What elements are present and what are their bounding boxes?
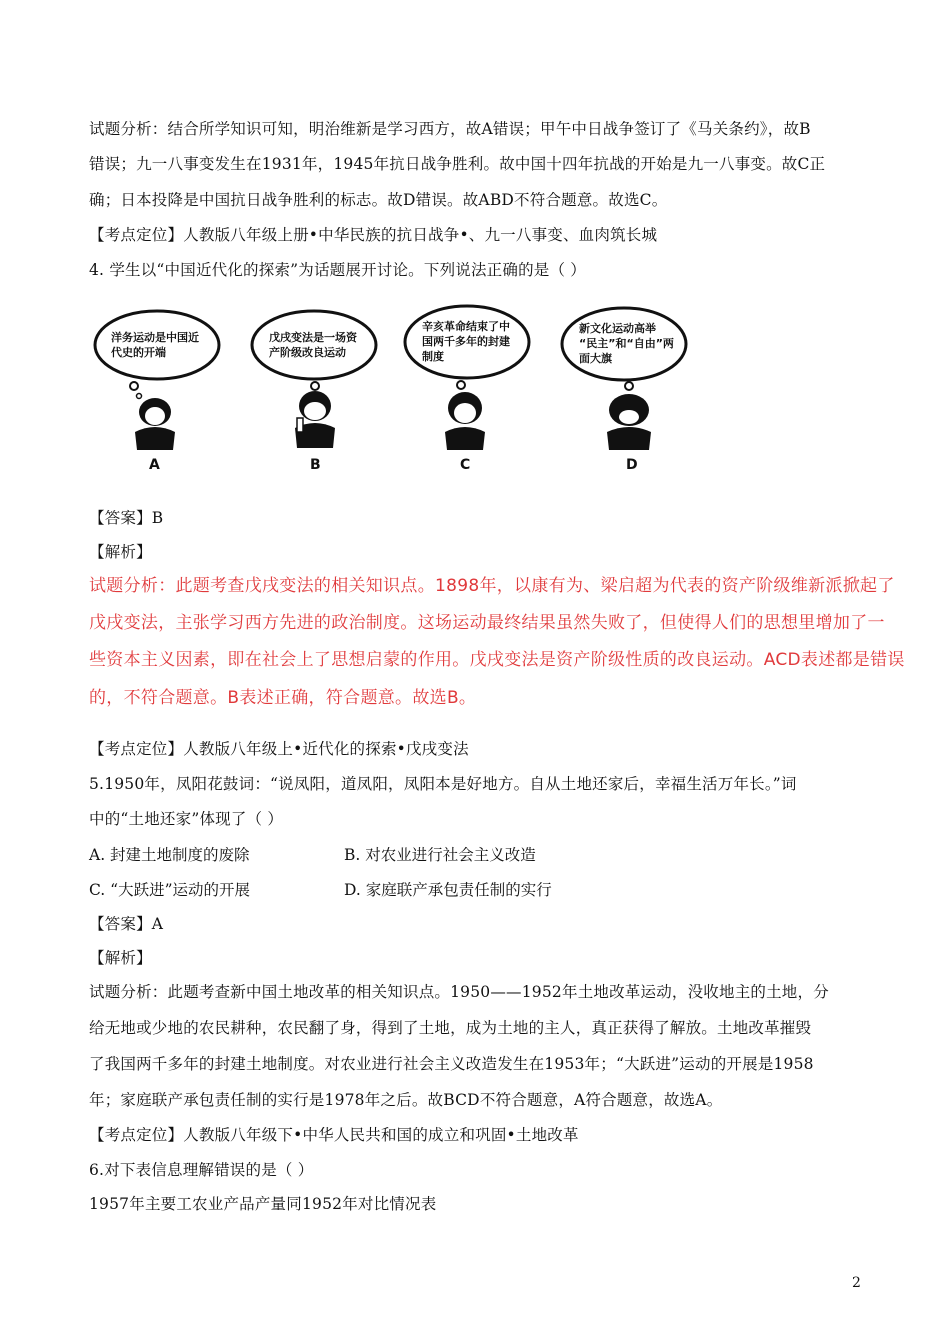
q6-question: 6.对下表信息理解错误的是（ ） xyxy=(89,1161,314,1179)
caption-d: D xyxy=(626,457,638,473)
q3-analysis-line-1: 试题分析：结合所学知识可知，明治维新是学习西方，故A错误；甲午中日战争签订了《马关条约》，故B xyxy=(89,120,811,138)
student-c-figure xyxy=(445,392,485,450)
student-b-figure xyxy=(295,391,335,448)
q4-kaodian: 【考点定位】人教版八年级上•近代化的探索•戊戌变法 xyxy=(89,740,469,758)
q4-answer: 【答案】B xyxy=(89,509,164,527)
q4-jiexi: 【解析】 xyxy=(89,543,152,561)
q4-analysis-line-3: 些资本主义因素，即在社会上了思想启蒙的作用。戊戌变法是资产阶级性质的改良运动。ACD表述都是错误 xyxy=(89,650,905,670)
q5-analysis-line-2: 给无地或少地的农民耕种，农民翻了身，得到了土地，成为土地的主人，真正获得了解放。土地改革摧毁 xyxy=(89,1019,812,1037)
q4-analysis-line-4: 的，不符合题意。B表述正确，符合题意。故选B。 xyxy=(89,688,477,708)
q4-analysis-line-2: 戊戌变法，主张学习西方先进的政治制度。这场运动最终结果虽然失败了，但使得人们的思想里增加了一 xyxy=(89,613,885,633)
caption-a: A xyxy=(149,457,160,473)
bubble-d-line-1: 新文化运动高举 xyxy=(579,322,656,335)
student-d-figure xyxy=(607,394,651,450)
student-a-figure xyxy=(135,398,175,450)
caption-c: C xyxy=(460,457,471,473)
bubble-d xyxy=(562,308,686,390)
bubble-c xyxy=(405,306,529,389)
bubble-a-line-1: 洋务运动是中国近 xyxy=(111,331,199,344)
q5-question-line-1: 5.1950年，凤阳花鼓词：“说凤阳，道凤阳，凤阳本是好地方。自从土地还家后，幸福生活万年长。”词 xyxy=(89,775,797,793)
q5-answer: 【答案】A xyxy=(89,915,164,933)
q5-jiexi: 【解析】 xyxy=(89,949,152,967)
bubble-a-line-2: 代史的开端 xyxy=(111,346,166,359)
q5-option-a: A. 封建土地制度的废除 xyxy=(89,846,250,864)
q5-analysis-line-1: 试题分析：此题考查新中国土地改革的相关知识点。1950——1952年土地改革运动，没收地主的土地，分 xyxy=(89,983,829,1001)
bubble-b-line-1: 戊戌变法是一场资 xyxy=(269,331,357,344)
q5-option-d: D. 家庭联产承包责任制的实行 xyxy=(344,881,552,899)
q3-kaodian: 【考点定位】人教版八年级上册•中华民族的抗日战争•、九一八事变、血肉筑长城 xyxy=(89,226,658,244)
bubble-b-line-2: 产阶级改良运动 xyxy=(269,346,346,359)
bubble-d-line-3: 面大旗 xyxy=(579,352,612,365)
page-number: 2 xyxy=(852,1275,861,1291)
q4-cartoon-figure xyxy=(89,300,689,480)
q4-analysis-line-1: 试题分析：此题考查戊戌变法的相关知识点。1898年，以康有为、梁启超为代表的资产阶级维新派掀起了 xyxy=(89,576,895,596)
q5-option-c: C. “大跃进”运动的开展 xyxy=(89,881,251,899)
q3-analysis-line-3: 确；日本投降是中国抗日战争胜利的标志。故D错误。故ABD不符合题意。故选C。 xyxy=(89,191,668,209)
bubble-d-line-2: “民主”和“自由”两 xyxy=(579,337,674,350)
caption-b: B xyxy=(310,457,321,473)
q5-kaodian: 【考点定位】人教版八年级下•中华人民共和国的成立和巩固•土地改革 xyxy=(89,1126,579,1144)
q5-question-line-2: 中的“土地还家”体现了（ ） xyxy=(89,810,284,828)
q5-analysis-line-3: 了我国两千多年的封建土地制度。对农业进行社会主义改造发生在1953年；“大跃进”运动的开展是1958 xyxy=(89,1055,814,1073)
q4-question: 4. 学生以“中国近代化的探索”为话题展开讨论。下列说法正确的是（ ） xyxy=(89,261,586,279)
bubble-b xyxy=(252,311,376,390)
q5-analysis-line-4: 年；家庭联产承包责任制的实行是1978年之后。故BCD不符合题意，A符合题意，故选A。 xyxy=(89,1091,723,1109)
q6-table-title: 1957年主要工农业产品产量同1952年对比情况表 xyxy=(89,1195,437,1213)
bubble-c-line-1: 辛亥革命结束了中 xyxy=(422,320,510,333)
q5-option-b: B. 对农业进行社会主义改造 xyxy=(344,846,536,864)
bubble-a xyxy=(95,311,219,399)
bubble-c-line-2: 国两千多年的封建 xyxy=(422,335,510,348)
q3-analysis-line-2: 错误；九一八事变发生在1931年，1945年抗日战争胜利。故中国十四年抗战的开始是九一八事变。故C正 xyxy=(89,155,826,173)
bubble-c-line-3: 制度 xyxy=(422,350,444,363)
